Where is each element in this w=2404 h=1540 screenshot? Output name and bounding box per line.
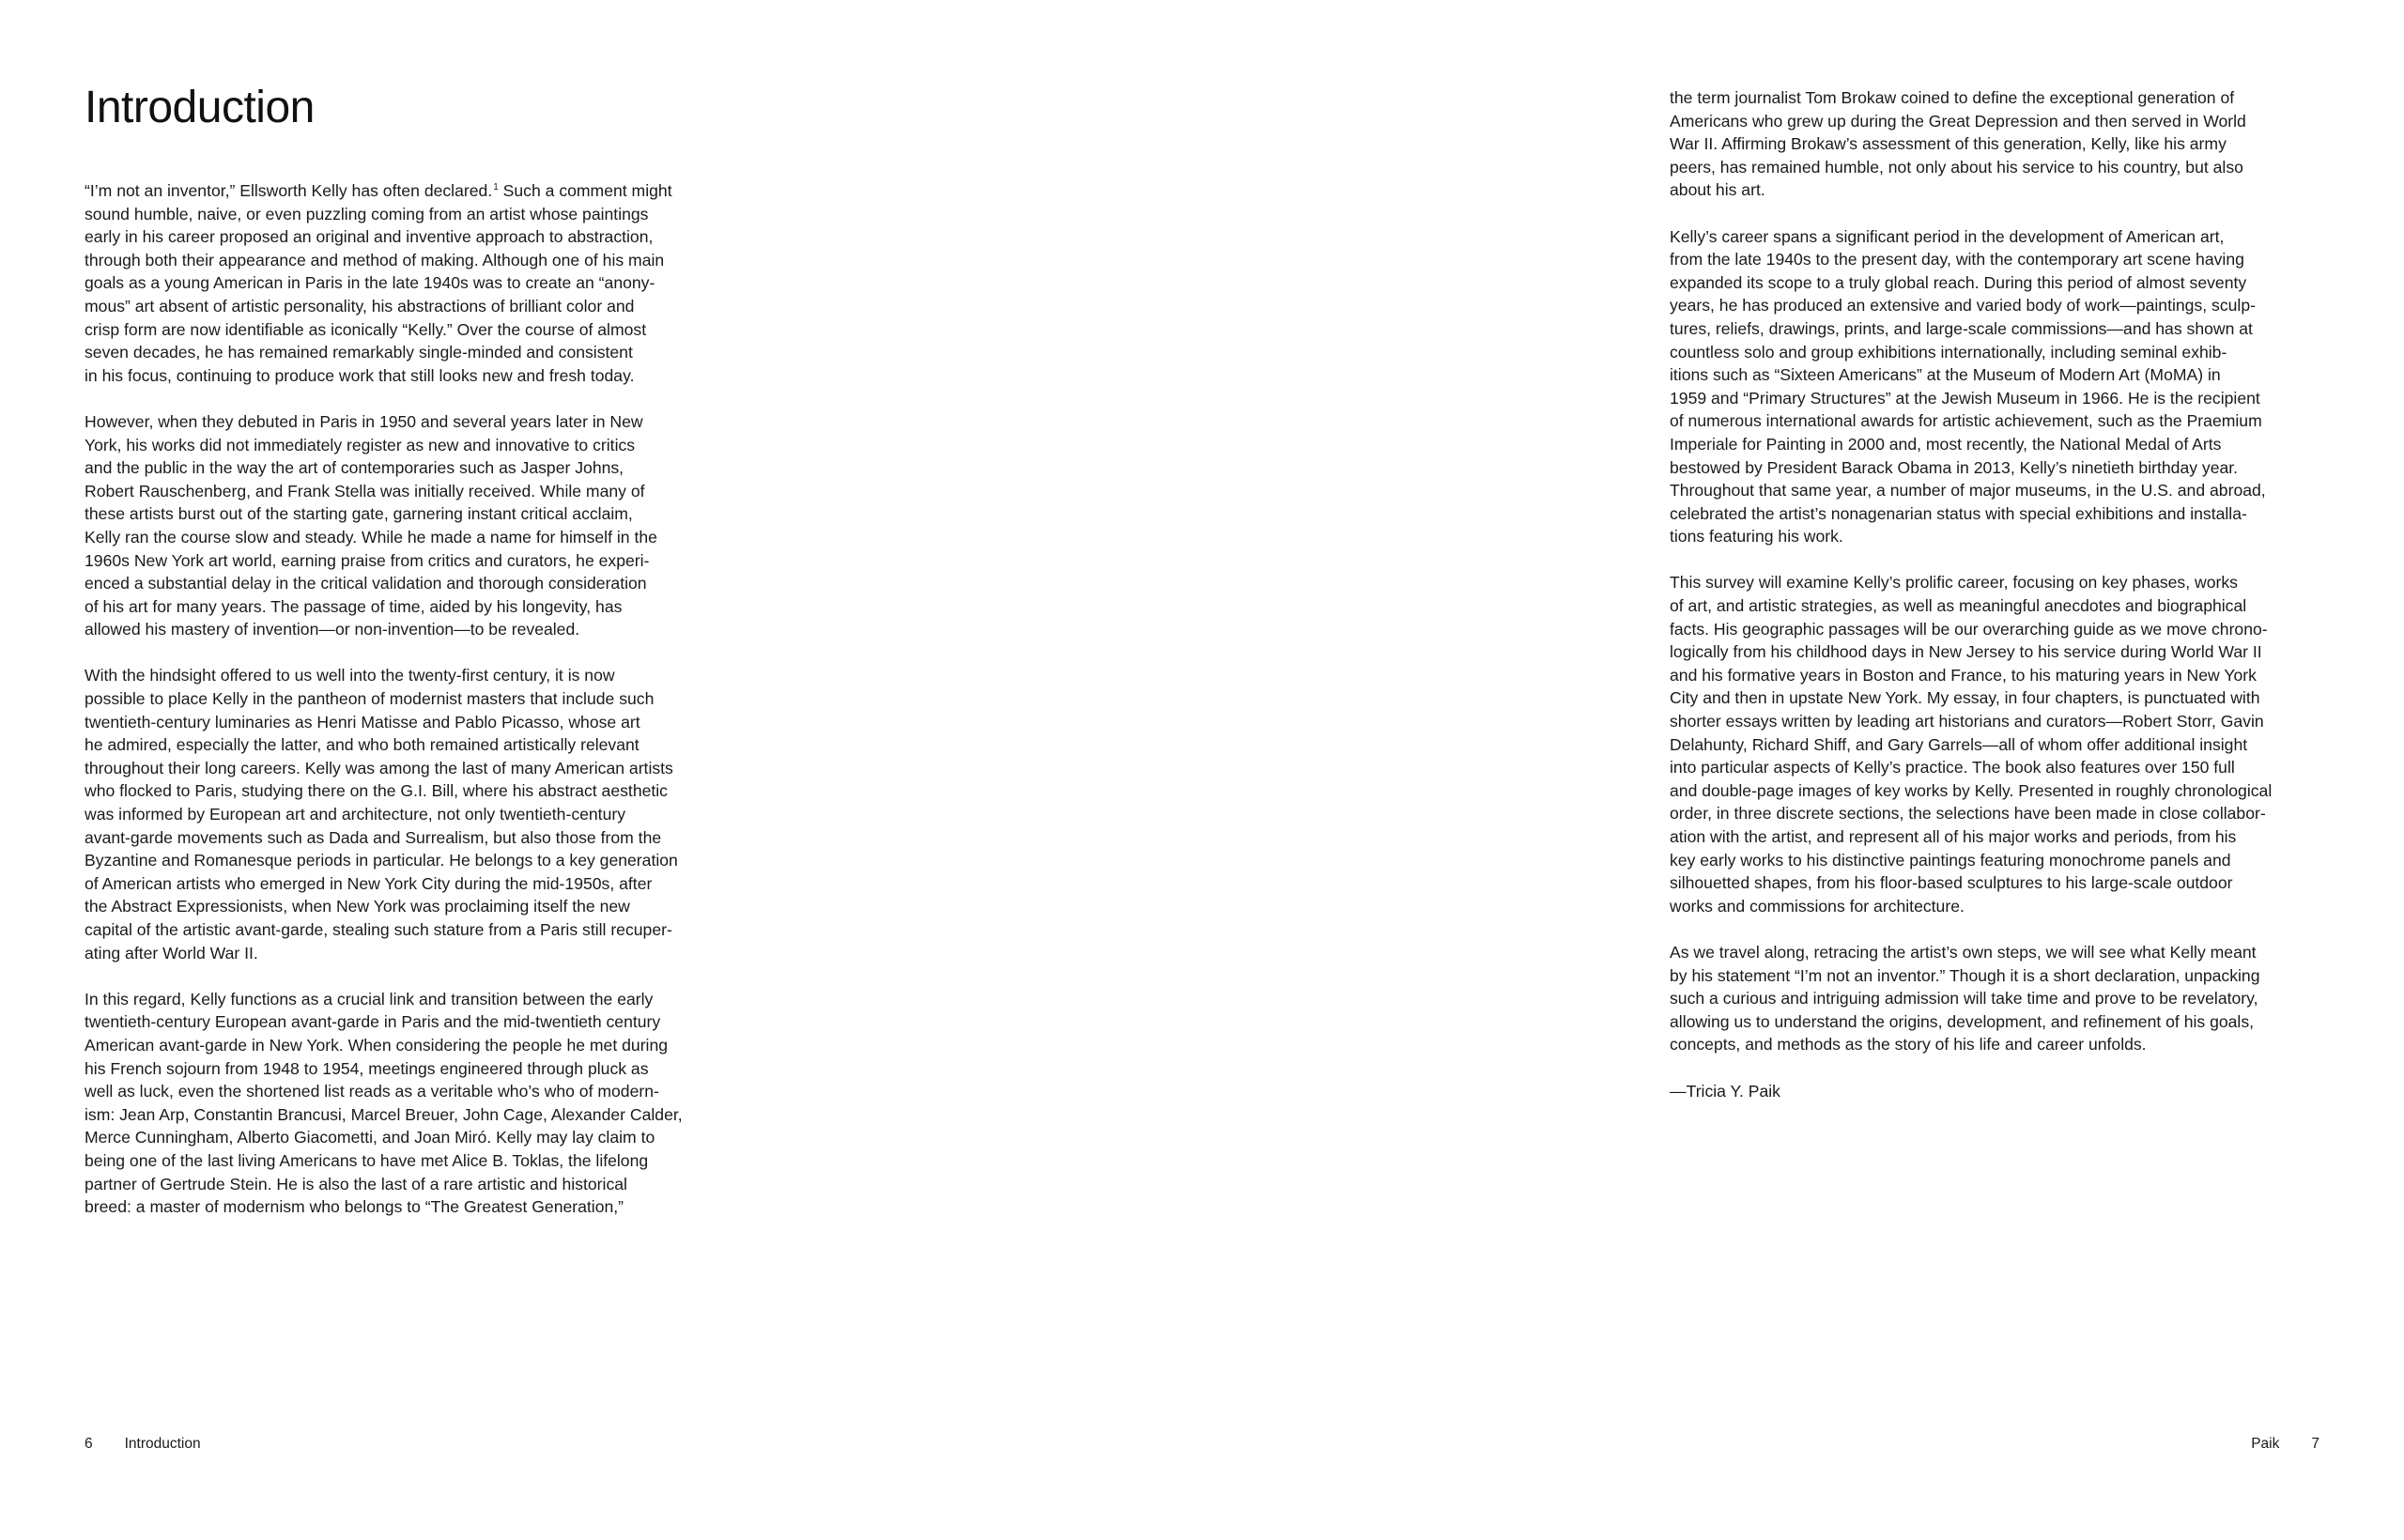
left-folio <box>85 1435 201 1454</box>
text-line: ation with the artist, and represent all of his major works and periods, from his <box>1670 827 2237 846</box>
text-line: Robert Rauschenberg, and Frank Stella was initially received. While many of <box>85 481 645 500</box>
text-line: his French sojourn from 1948 to 1954, meetings engineered through pluck as <box>85 1058 649 1078</box>
text-line: early in his career proposed an original and inventive approach to abstraction, <box>85 227 654 247</box>
text-line: ating after World War II. <box>85 943 258 962</box>
text-line: twentieth-century European avant-garde in Paris and the mid-twentieth century <box>85 1012 661 1032</box>
left-text-column <box>85 179 742 1241</box>
paragraph-6 <box>1670 225 2327 548</box>
text-line: sound humble, naive, or even puzzling coming from an artist whose paintings <box>85 204 649 223</box>
page-title: Introduction <box>85 83 315 132</box>
text-line: breed: a master of modernism who belongs to “The Greatest Generation,” <box>85 1197 624 1217</box>
right-page <box>1202 0 2404 1540</box>
text-line: tures, reliefs, drawings, prints, and large-scale commissions—and has shown at <box>1670 318 2253 338</box>
text-line: he admired, especially the latter, and who both remained artistically relevant <box>85 735 640 755</box>
text-line: goals as a young American in Paris in the late 1940s was to create an “anony- <box>85 273 655 293</box>
text-line: York, his works did not immediately register as new and innovative to critics <box>85 435 636 454</box>
text-line: logically from his childhood days in New Jersey to his service during World War II <box>1670 642 2262 662</box>
text-line: into particular aspects of Kelly’s practice. The book also features over 150 full <box>1670 758 2235 778</box>
text-line: countless solo and group exhibitions internationally, including seminal exhib- <box>1670 342 2227 362</box>
text-line: City and then in upstate New York. My essay, in four chapters, is punctuated with <box>1670 688 2260 708</box>
text-line: Kelly ran the course slow and steady. While he made a name for himself in the <box>85 527 657 547</box>
text-line: key early works to his distinctive paintings featuring monochrome panels and <box>1670 850 2231 870</box>
text-line: partner of Gertrude Stein. He is also the last of a rare artistic and historical <box>85 1174 627 1194</box>
text-line: War II. Affirming Brokaw’s assessment of this generation, Kelly, like his army <box>1670 134 2227 154</box>
text-line: the Abstract Expressionists, when New York was proclaiming itself the new <box>85 897 630 916</box>
text-line: Imperiale for Painting in 2000 and, most recently, the National Medal of Arts <box>1670 434 2222 454</box>
text-line: seven decades, he has remained remarkably single-minded and consistent <box>85 343 633 362</box>
text-line: through both their appearance and method of making. Although one of his main <box>85 250 665 270</box>
text-line: order, in three discrete sections, the selections have been made in close collabor- <box>1670 804 2266 824</box>
text-line: who flocked to Paris, studying there on the G.I. Bill, where his abstract aesthetic <box>85 781 668 801</box>
text-line: throughout their long careers. Kelly was among the last of many American artists <box>85 758 673 778</box>
running-head: Introduction <box>124 1436 201 1452</box>
running-head: Paik <box>2251 1436 2280 1452</box>
text-line: works and commissions for architecture. <box>1670 896 1965 916</box>
text-line: in his focus, continuing to produce work that still looks new and fresh today. <box>85 365 635 385</box>
text-line: being one of the last living Americans to have met Alice B. Toklas, the lifelong <box>85 1150 649 1170</box>
paragraph-8 <box>1670 941 2327 1056</box>
text-line: of American artists who emerged in New York City during the mid-1950s, after <box>85 873 653 893</box>
text-line: peers, has remained humble, not only about his service to his country, but also <box>1670 157 2243 177</box>
text-line: In this regard, Kelly functions as a crucial link and transition between the early <box>85 989 654 1009</box>
text-line: the term journalist Tom Brokaw coined to define the exceptional generation of <box>1670 88 2235 107</box>
text-line: well as luck, even the shortened list reads as a veritable who’s who of modern- <box>85 1082 659 1101</box>
paragraph-1 <box>85 179 742 387</box>
text-line <box>85 179 742 203</box>
text-line-segment: Such a comment might <box>498 181 672 200</box>
text-line: silhouetted shapes, from his floor-based sculptures to his large-scale outdoor <box>1670 873 2233 893</box>
text-line: 1959 and “Primary Structures” at the Jewish Museum in 1966. He is the recipient <box>1670 388 2260 408</box>
text-line: Merce Cunningham, Alberto Giacometti, and Joan Miró. Kelly may lay claim to <box>85 1128 655 1147</box>
text-line: itions such as “Sixteen Americans” at the Museum of Modern Art (MoMA) in <box>1670 365 2221 385</box>
text-line: expanded its scope to a truly global reach. During this period of almost seventy <box>1670 272 2247 292</box>
paragraph-4 <box>85 988 742 1219</box>
text-line: tions featuring his work. <box>1670 527 1843 547</box>
paragraph-5 <box>1670 86 2327 202</box>
page-number: 7 <box>2311 1436 2319 1452</box>
right-text-column <box>1670 86 2327 1102</box>
text-line: enced a substantial delay in the critical validation and thorough consideration <box>85 574 647 593</box>
author-signature: —Tricia Y. Paik <box>1670 1081 1780 1101</box>
text-line: allowing us to understand the origins, development, and refinement of his goals, <box>1670 1011 2255 1031</box>
text-line: With the hindsight offered to us well into the twenty-first century, it is now <box>85 666 615 685</box>
text-line: shorter essays written by leading art historians and curators—Robert Storr, Gavin <box>1670 712 2264 732</box>
text-line: 1960s New York art world, earning praise from critics and curators, he experi- <box>85 550 650 570</box>
text-line: Throughout that same year, a number of major museums, in the U.S. and abroad, <box>1670 481 2266 500</box>
text-line: from the late 1940s to the present day, with the contemporary art scene having <box>1670 250 2244 270</box>
text-line: celebrated the artist’s nonagenarian status with special exhibitions and installa- <box>1670 503 2247 523</box>
footnote-marker[interactable]: 1 <box>493 182 499 193</box>
text-line: capital of the artistic avant-garde, stealing such stature from a Paris still recuper- <box>85 920 672 939</box>
text-line: As we travel along, retracing the artist’s own steps, we will see what Kelly meant <box>1670 942 2257 962</box>
text-line: of his art for many years. The passage of time, aided by his longevity, has <box>85 596 623 616</box>
text-line: and his formative years in Boston and France, to his maturing years in New York <box>1670 665 2257 685</box>
text-line: possible to place Kelly in the pantheon of modernist masters that include such <box>85 689 655 709</box>
right-folio <box>2251 1435 2319 1454</box>
page-number: 6 <box>85 1436 93 1452</box>
text-line: American avant-garde in New York. When considering the people he met during <box>85 1035 669 1055</box>
text-line: about his art. <box>1670 180 1765 200</box>
text-line: of numerous international awards for artistic achievement, such as the Praemium <box>1670 411 2262 431</box>
text-line: years, he has produced an extensive and varied body of work—paintings, sculp- <box>1670 296 2256 316</box>
text-line: Americans who grew up during the Great Depression and then served in World <box>1670 111 2246 131</box>
text-line: twentieth-century luminaries as Henri Matisse and Pablo Picasso, whose art <box>85 712 640 732</box>
text-line: mous” art absent of artistic personality, his abstractions of brilliant color and <box>85 296 635 316</box>
text-line: bestowed by President Barack Obama in 2013, Kelly’s ninetieth birthday year. <box>1670 457 2239 477</box>
text-line: by his statement “I’m not an inventor.” Though it is a short declaration, unpacking <box>1670 965 2260 985</box>
text-line: and the public in the way the art of contemporaries such as Jasper Johns, <box>85 458 624 478</box>
text-line: However, when they debuted in Paris in 1950 and several years later in New <box>85 411 643 431</box>
text-line: concepts, and methods as the story of his life and career unfolds. <box>1670 1035 2147 1055</box>
text-line: these artists burst out of the starting gate, garnering instant critical acclaim, <box>85 504 633 524</box>
paragraph-2 <box>85 410 742 641</box>
text-line: Kelly’s career spans a significant period in the development of American art, <box>1670 226 2225 246</box>
text-line: Byzantine and Romanesque periods in particular. He belongs to a key generation <box>85 851 678 870</box>
text-line: was informed by European art and architecture, not only twentieth-century <box>85 805 626 824</box>
text-line: This survey will examine Kelly’s prolific career, focusing on key phases, works <box>1670 573 2238 593</box>
text-line: and double-page images of key works by Kelly. Presented in roughly chronological <box>1670 780 2273 800</box>
text-line: such a curious and intriguing admission will take time and prove to be revelatory, <box>1670 989 2258 1009</box>
text-line: of art, and artistic strategies, as well as meaningful anecdotes and biographical <box>1670 596 2247 616</box>
paragraph-7 <box>1670 571 2327 917</box>
text-line: allowed his mastery of invention—or non-invention—to be revealed. <box>85 620 580 639</box>
text-line: avant-garde movements such as Dada and Surrealism, but also those from the <box>85 827 662 847</box>
text-line: facts. His geographic passages will be our overarching guide as we move chrono- <box>1670 619 2268 639</box>
text-line: ism: Jean Arp, Constantin Brancusi, Marcel Breuer, John Cage, Alexander Calder, <box>85 1104 683 1124</box>
text-line: crisp form are now identifiable as iconically “Kelly.” Over the course of almost <box>85 319 647 339</box>
text-line: Delahunty, Richard Shiff, and Gary Garrels—all of whom offer additional insight <box>1670 734 2248 754</box>
text-line-segment: “I’m not an inventor,” Ellsworth Kelly has often declared. <box>85 181 493 200</box>
paragraph-3 <box>85 664 742 964</box>
